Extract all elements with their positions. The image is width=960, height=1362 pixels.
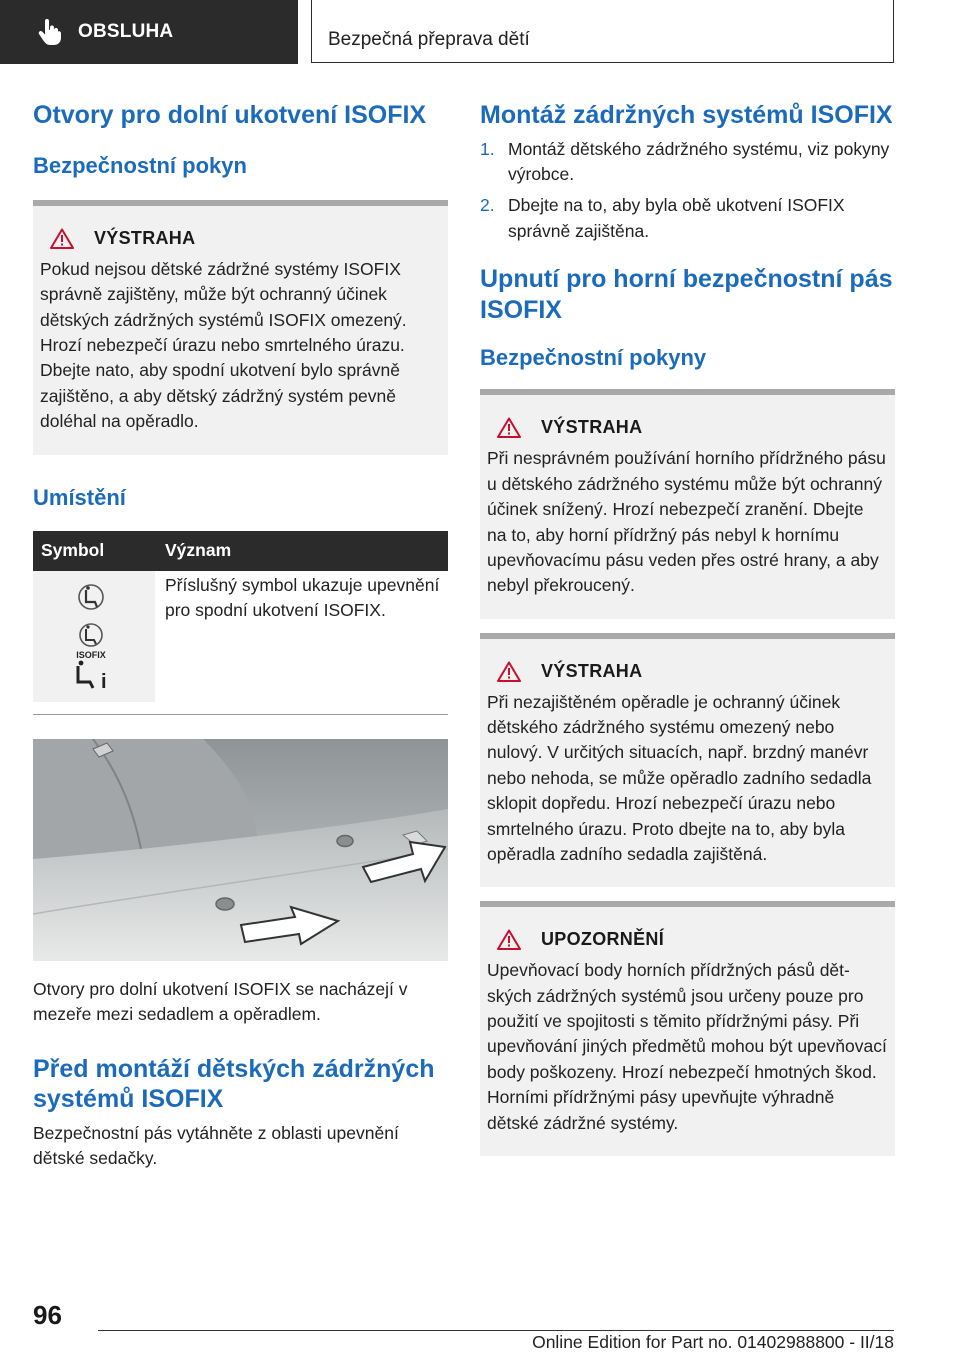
mounting-steps — [480, 137, 895, 245]
footer-edition: Online Edition for Part no. 01402988800 - II/18 — [532, 1332, 894, 1352]
list-item — [480, 193, 895, 244]
warning-triangle-icon — [497, 929, 521, 950]
image-caption: Otvory pro dolní ukotvení ISOFIX se nacházejí v mezeře mezi sedadlem a opěradlem. — [33, 978, 408, 1025]
section-tab[interactable] — [0, 0, 298, 64]
heading-safety-note: Bezpečnostní pokyn — [33, 152, 247, 178]
table-row — [33, 571, 448, 702]
page-header — [0, 0, 960, 66]
chapter-title-box — [311, 0, 894, 63]
symbol-table — [33, 531, 448, 702]
step-number: 1. — [480, 138, 495, 159]
divider — [33, 714, 448, 715]
warning-box — [480, 633, 895, 888]
list-item — [480, 137, 895, 188]
step-number: 2. — [480, 195, 495, 216]
warning-title: VÝSTRAHA — [541, 660, 643, 681]
footer-divider — [98, 1330, 894, 1331]
heading-mounting-isofix: Montáž zádržných systémů ISOFIX — [480, 101, 893, 129]
right-column — [480, 100, 895, 1156]
notice-box — [480, 901, 895, 1156]
warning-box — [480, 389, 895, 618]
warning-text: Pokud nejsou dětské zádržné systémy ISOFIX správně zajištěny, může být ochranný účinek dětských zádržných systémů ISOFIX omezený. Hrozí nebezpečí úrazu nebo smrtelného úrazu. Dbejte nato, aby spodní ukotvení bylo správně zajištěno, a aby dětský zádržný systém pevně doléhal na opěradlo. — [40, 258, 407, 432]
warning-title: VÝSTRAHA — [94, 227, 196, 248]
isofix-label: ISOFIX — [76, 649, 106, 660]
step-text: Montáž dětského zádržného systému, viz pokyny výrobce. — [508, 138, 890, 184]
rear-seat-isofix-image — [33, 739, 448, 961]
heading-before-mounting: Před montáží dětských zádržných systémů ISOFIX — [33, 1054, 435, 1114]
heading-location: Umístění — [33, 484, 126, 510]
warning-triangle-icon — [50, 228, 74, 249]
section-tab-label: OBSLUHA — [78, 21, 174, 42]
heading-isofix-openings: Otvory pro dolní ukotvení ISOFIX — [33, 101, 427, 129]
before-mounting-text: Bezpečnostní pás vytáhněte z oblasti upevnění dětské sedačky. — [33, 1122, 399, 1169]
notice-title: UPOZORNĚNÍ — [541, 929, 665, 950]
warning-text: Při nesprávném používání horního přídržného pásu u dětského zádržného systému může být ochranný účinek snížený. Hrozí nebezpečí zranění. Dbejte na to, aby horní přídržný pás nebyl k hornímu upevňovacímu pásu veden přes ostré hrany, a aby nebyl překroucený. — [487, 448, 886, 596]
table-row-meaning: Příslušný symbol ukazuje upevnění pro spodní ukotvení ISOFIX. — [165, 574, 440, 621]
warning-title: VÝSTRAHA — [541, 417, 643, 438]
warning-triangle-icon — [497, 661, 521, 682]
table-header-symbol: Symbol — [33, 531, 155, 571]
page-number: 96 — [33, 1300, 62, 1330]
left-column — [33, 100, 448, 1171]
table-header-meaning: Význam — [155, 531, 448, 571]
warning-triangle-icon — [497, 417, 521, 438]
step-text: Dbejte na to, aby byla obě ukotvení ISOFIX správně zajištěna. — [508, 195, 845, 241]
info-glyph: i — [101, 670, 107, 693]
isofix-symbols-icon — [34, 572, 148, 696]
hand-pointer-icon — [36, 18, 64, 46]
heading-safety-notes: Bezpečnostní pokyny — [480, 345, 707, 370]
notice-text: Upevňovací body horních přídržných pásů dětských zádržných systémů jsou určeny pouze pro použití ve spojitosti s těmito přídržnými pásy. Při upevňování jiných předmětů mohou být upevňovací body poškozeny. Hrozí nebezpečí hmotných škod. Horními přídržnými pásy upevňujte výhradně dětské zádržné systémy. — [487, 960, 887, 1133]
symbol-cell — [33, 571, 155, 702]
warning-box — [33, 200, 448, 455]
chapter-title: Bezpečná přeprava dětí — [328, 29, 530, 50]
warning-text: Při nezajištěném opěradle je ochranný účinek dětského zádržného systému omezený nebo nulový. V určitých situacích, např. brzdný manévr nebo nehoda, se může opěradlo zadního sedadla sklopit dopředu. Hrozí nebezpečí úrazu nebo smrtelného úrazu. Proto dbejte na to, aby byla opěradla zadního sedadla zajištěná. — [487, 691, 872, 864]
heading-top-tether: Upnutí pro horní bezpečnostní pás ISOFIX — [480, 265, 893, 324]
